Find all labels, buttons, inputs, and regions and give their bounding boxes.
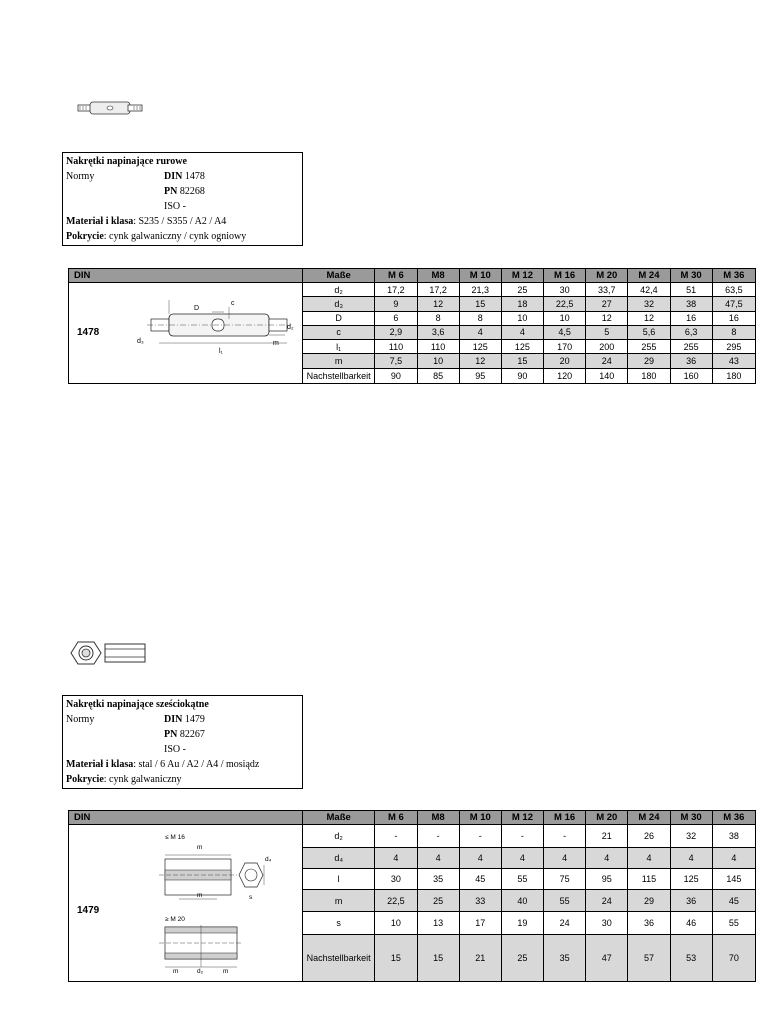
table-cell: 4	[544, 847, 586, 868]
table-cell: 21	[586, 825, 628, 848]
table-cell: -	[544, 825, 586, 848]
table-cell: 8	[712, 325, 755, 339]
table-cell: 24	[586, 890, 628, 911]
table-cell: 36	[628, 911, 670, 934]
table-cell: 110	[417, 340, 459, 354]
table-cell: 53	[670, 934, 712, 981]
size-header: M 10	[459, 269, 501, 283]
table-cell: 255	[670, 340, 712, 354]
table-cell: 24	[586, 354, 628, 368]
dim-label-l1: l₁	[219, 348, 223, 355]
parameter-name: d₄	[303, 847, 375, 868]
dim-label-c: c	[231, 300, 235, 307]
parameter-name: d₂	[303, 825, 375, 848]
table-cell: 38	[712, 825, 755, 848]
size-header: M8	[417, 269, 459, 283]
size-header: M 16	[544, 811, 586, 825]
pn-row: PN 82267	[164, 729, 205, 740]
size-header: M 6	[375, 269, 417, 283]
table-cell: 120	[544, 368, 586, 383]
table-cell: 255	[628, 340, 670, 354]
table-cell: 170	[544, 340, 586, 354]
table-cell: 4	[501, 847, 543, 868]
table-cell: 125	[501, 340, 543, 354]
table-row	[69, 825, 756, 848]
table-cell: 6,3	[670, 325, 712, 339]
product-title: Nakrętki napinające sześciokątne	[66, 699, 209, 710]
table-cell: 4,5	[544, 325, 586, 339]
table-cell: 55	[712, 911, 755, 934]
size-header: M 20	[586, 269, 628, 283]
table-cell: 4	[628, 847, 670, 868]
table-cell: 110	[375, 340, 417, 354]
table-cell: 2,9	[375, 325, 417, 339]
parameter-name: Nachstellbarkeit	[303, 934, 375, 981]
dim-label-m: m	[273, 340, 279, 347]
masse-header: Maße	[303, 811, 375, 825]
table-cell: 180	[712, 368, 755, 383]
table-cell: 25	[501, 283, 543, 297]
parameter-name: Nachstellbarkeit	[303, 368, 375, 383]
table-cell: 5,6	[628, 325, 670, 339]
dim-label-m-bottom: m	[197, 892, 203, 899]
table-cell: 32	[628, 297, 670, 311]
table-cell: -	[501, 825, 543, 848]
table-cell: 4	[712, 847, 755, 868]
table-cell: 75	[544, 869, 586, 890]
din-number: 1478	[77, 327, 100, 338]
table-cell: 21	[459, 934, 501, 981]
norms-row: Normy DIN 1479	[66, 714, 205, 725]
parameter-name: c	[303, 325, 375, 339]
table-cell: 10	[544, 311, 586, 325]
table-cell: 29	[628, 354, 670, 368]
table-cell: 36	[670, 354, 712, 368]
size-header: M 30	[670, 811, 712, 825]
table-cell: 55	[544, 890, 586, 911]
parameter-name: l	[303, 869, 375, 890]
table-cell: 4	[501, 325, 543, 339]
table-cell: 16	[712, 311, 755, 325]
dim-label-D: D	[194, 305, 200, 312]
table-cell: 16	[670, 311, 712, 325]
dim-label-m-top: m	[197, 844, 203, 851]
size-header: M 30	[670, 269, 712, 283]
size-header: M 24	[628, 269, 670, 283]
table-cell: 30	[586, 911, 628, 934]
table-cell: 10	[501, 311, 543, 325]
table-cell: 13	[417, 911, 459, 934]
size-range-label-ge-m20: ≥ M 20	[165, 916, 185, 923]
size-header: M 24	[628, 811, 670, 825]
table-cell: 180	[628, 368, 670, 383]
table-cell: 46	[670, 911, 712, 934]
table-cell: 55	[501, 869, 543, 890]
table-cell: 63,5	[712, 283, 755, 297]
table-cell: 33	[459, 890, 501, 911]
spec-table-1478	[68, 268, 756, 384]
table-cell: 17	[459, 911, 501, 934]
size-header: M 12	[501, 269, 543, 283]
table-cell: 20	[544, 354, 586, 368]
table-cell: 43	[712, 354, 755, 368]
size-header: M 10	[459, 811, 501, 825]
pn-row: PN 82268	[164, 186, 205, 197]
table-cell: -	[375, 825, 417, 848]
table-cell: 10	[375, 911, 417, 934]
table-cell: 90	[375, 368, 417, 383]
iso-row: ISO -	[164, 744, 186, 755]
table-cell: 4	[459, 847, 501, 868]
table-cell: 95	[459, 368, 501, 383]
table-cell: 12	[417, 297, 459, 311]
table-cell: -	[417, 825, 459, 848]
masse-header: Maße	[303, 269, 375, 283]
table-cell: 140	[586, 368, 628, 383]
drawing-cell	[69, 283, 303, 384]
parameter-name: m	[303, 354, 375, 368]
table-cell: 21,3	[459, 283, 501, 297]
table-cell: 95	[586, 869, 628, 890]
parameter-name: d₃	[303, 297, 375, 311]
table-cell: 15	[375, 934, 417, 981]
parameter-name: m	[303, 890, 375, 911]
table-cell: 70	[712, 934, 755, 981]
table-cell: 125	[459, 340, 501, 354]
table-cell: 115	[628, 869, 670, 890]
table-header-row	[69, 269, 756, 283]
dim-label-m-right: m	[223, 968, 229, 975]
table-cell: 47,5	[712, 297, 755, 311]
table-cell: 29	[628, 890, 670, 911]
table-cell: 9	[375, 297, 417, 311]
dim-label-d2: d₂	[287, 324, 294, 331]
table-cell: 51	[670, 283, 712, 297]
table-cell: 42,4	[628, 283, 670, 297]
table-cell: 35	[417, 869, 459, 890]
table-cell: 26	[628, 825, 670, 848]
table-cell: 85	[417, 368, 459, 383]
table-cell: 4	[459, 325, 501, 339]
table-cell: 6	[375, 311, 417, 325]
din-header: DIN	[69, 811, 303, 825]
table-cell: 8	[417, 311, 459, 325]
material-row: Materiał i klasa: S235 / S355 / A2 / A4	[66, 216, 227, 227]
table-cell: 12	[628, 311, 670, 325]
table-cell: 25	[417, 890, 459, 911]
table-cell: 12	[586, 311, 628, 325]
coating-row: Pokrycie: cynk galwaniczny / cynk ogniowy	[66, 231, 247, 242]
dim-label-d3: d₃	[137, 338, 144, 345]
size-header: M 12	[501, 811, 543, 825]
table-cell: 3,6	[417, 325, 459, 339]
parameter-name: l₁	[303, 340, 375, 354]
table-cell: 15	[459, 297, 501, 311]
dim-label-m-left: m	[173, 968, 179, 975]
size-header: M 20	[586, 811, 628, 825]
table-cell: 125	[670, 869, 712, 890]
table-cell: 295	[712, 340, 755, 354]
drawing-cell	[69, 825, 303, 982]
dim-label-s: s	[249, 894, 253, 901]
table-cell: 24	[544, 911, 586, 934]
table-cell: 30	[544, 283, 586, 297]
table-cell: 160	[670, 368, 712, 383]
product-info-box	[62, 152, 303, 246]
table-cell: 4	[586, 847, 628, 868]
table-cell: 10	[417, 354, 459, 368]
table-cell: 22,5	[375, 890, 417, 911]
spec-table-1479	[68, 810, 756, 982]
parameter-name: d₂	[303, 283, 375, 297]
table-cell: 57	[628, 934, 670, 981]
hex-nut-icon	[70, 640, 102, 666]
table-cell: 4	[670, 847, 712, 868]
table-cell: 32	[670, 825, 712, 848]
size-header: M 36	[712, 811, 755, 825]
table-cell: 4	[417, 847, 459, 868]
dim-label-d2: d₂	[197, 968, 204, 975]
table-cell: 5	[586, 325, 628, 339]
table-cell: 25	[501, 934, 543, 981]
table-cell: 4	[375, 847, 417, 868]
hex-turnbuckle-drawing	[69, 825, 300, 981]
table-row	[69, 283, 756, 297]
table-cell: 90	[501, 368, 543, 383]
tube-turnbuckle-icon	[76, 100, 146, 116]
table-cell: 27	[586, 297, 628, 311]
table-cell: 47	[586, 934, 628, 981]
size-header: M 6	[375, 811, 417, 825]
table-header-row	[69, 811, 756, 825]
table-cell: 15	[501, 354, 543, 368]
table-cell: 38	[670, 297, 712, 311]
table-cell: 200	[586, 340, 628, 354]
table-cell: 15	[417, 934, 459, 981]
table-cell: 17,2	[375, 283, 417, 297]
iso-row: ISO -	[164, 201, 186, 212]
table-cell: 19	[501, 911, 543, 934]
table-cell: 40	[501, 890, 543, 911]
product-title: Nakrętki napinające rurowe	[66, 156, 187, 167]
table-cell: -	[459, 825, 501, 848]
table-cell: 7,5	[375, 354, 417, 368]
table-cell: 18	[501, 297, 543, 311]
size-header: M8	[417, 811, 459, 825]
table-cell: 45	[712, 890, 755, 911]
table-cell: 35	[544, 934, 586, 981]
table-cell: 8	[459, 311, 501, 325]
product-info-box	[62, 695, 303, 789]
dim-label-d4: d₄	[265, 856, 272, 863]
size-header: M 36	[712, 269, 755, 283]
table-cell: 36	[670, 890, 712, 911]
parameter-name: D	[303, 311, 375, 325]
coating-row: Pokrycie: cynk galwaniczny	[66, 774, 182, 785]
tube-turnbuckle-drawing	[69, 283, 300, 383]
table-cell: 22,5	[544, 297, 586, 311]
hex-turnbuckle-side-icon	[104, 642, 146, 664]
table-cell: 145	[712, 869, 755, 890]
table-cell: 33,7	[586, 283, 628, 297]
table-cell: 17,2	[417, 283, 459, 297]
norms-row: Normy DIN 1478	[66, 171, 205, 182]
size-header: M 16	[544, 269, 586, 283]
din-header: DIN	[69, 269, 303, 283]
size-range-label-le-m16: ≤ M 16	[165, 834, 185, 841]
table-cell: 30	[375, 869, 417, 890]
table-cell: 45	[459, 869, 501, 890]
din-number: 1479	[77, 905, 100, 916]
parameter-name: s	[303, 911, 375, 934]
table-cell: 12	[459, 354, 501, 368]
material-row: Materiał i klasa: stal / 6 Au / A2 / A4 / mosiądz	[66, 759, 260, 770]
